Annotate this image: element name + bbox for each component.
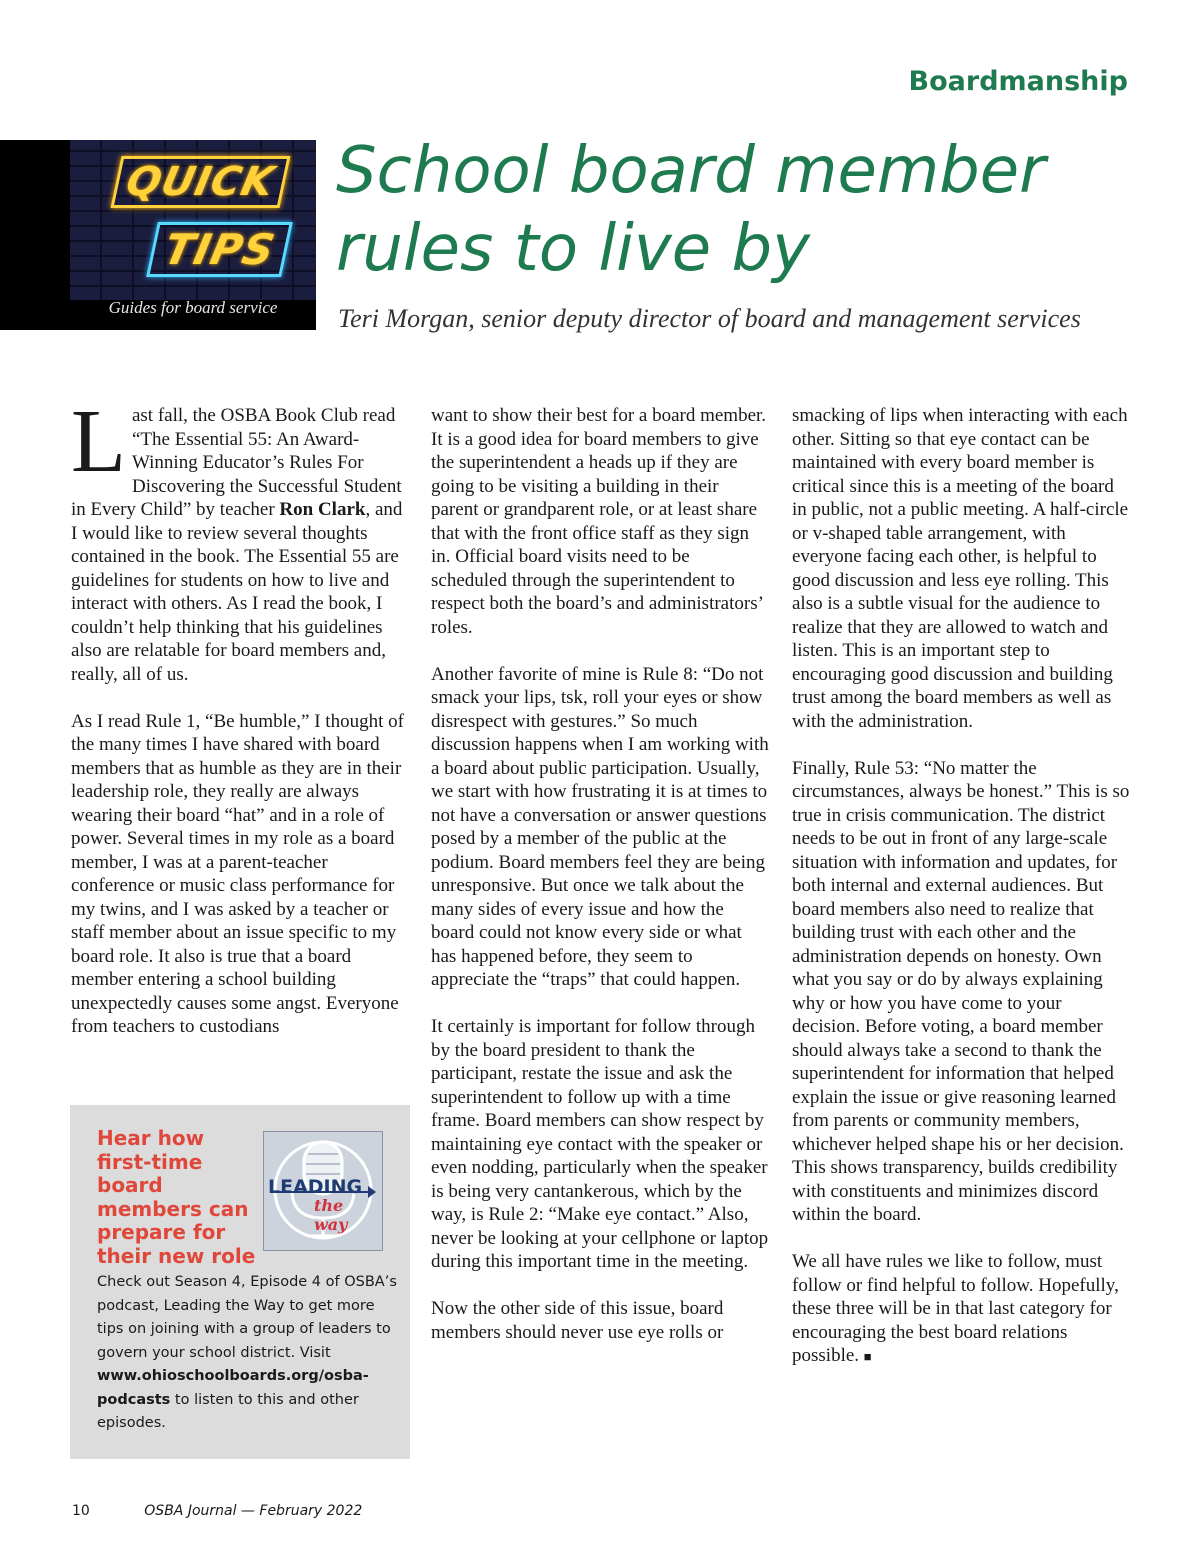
article-column-3 bbox=[792, 404, 1130, 1392]
podcast-logo bbox=[263, 1131, 383, 1251]
podcast-sidebar bbox=[70, 1105, 410, 1459]
paragraph: Now the other side of this issue, board members should never use eye rolls or bbox=[431, 1298, 724, 1343]
paragraph bbox=[792, 1250, 1130, 1369]
paragraph: As I read Rule 1, “Be humble,” I thought of the many times I have shared with board members that as humble as they are in their leadership role, they really are always wearing their board “hat” and in a role of power. Several times in my role as a board member, I was at a parent-teacher conference or music class performance for my twins, and I was asked by a teacher or staff member about an issue specific to my board role. It also is true that a board member entering a school building unexpectedly causes some angst. Everyone from teachers to custodians bbox=[71, 710, 404, 1037]
end-mark-icon: ■ bbox=[863, 1349, 872, 1364]
paragraph-text: , and I would like to review several thoughts contained in the book. The Essential 55 are guidelines for students on how to live and interact with others. As I read the book, I couldn’t help thinking that his guidelines also are relatable for board members and, really, all of us. bbox=[71, 499, 403, 685]
neon-tips-label: TIPS bbox=[146, 222, 293, 277]
sidebar-body bbox=[97, 1271, 397, 1436]
page-footer bbox=[72, 1503, 362, 1519]
badge-caption: Guides for board service bbox=[108, 298, 278, 317]
paragraph: Finally, Rule 53: “No matter the circumstances, always be honest.” This is so true in crisis communication. The district needs to be out in front of any large-scale situation with information and updates, for both internal and external audiences. But board members also need to realize that building trust with each other and the administration depends on honesty. Own what you say or do by always explaining why or how you have come to your decision. Before voting, a board member should always take a second to thank the superintendent for information that helped explain the issue or give reasoning learned from parents or community members, whichever helped shape his or her decision. This shows transparency, builds credibility with constituents and minimizes discord within the board. bbox=[792, 757, 1130, 1225]
section-label: Boardmanship bbox=[908, 66, 1128, 97]
article-byline: Teri Morgan, senior deputy director of board and management services bbox=[338, 304, 1081, 333]
sidebar-text: Check out Season 4, Episode 4 of OSBA’s podcast, Leading the Way to get more tips on joining with a group of leaders to govern your school district. Visit bbox=[97, 1274, 397, 1361]
paragraph bbox=[71, 392, 407, 686]
article-column-1 bbox=[71, 392, 407, 1062]
neon-quick-label: QUICK bbox=[110, 156, 290, 208]
page-number: 10 bbox=[72, 1503, 90, 1519]
paragraph: Another favorite of mine is Rule 8: “Do not smack your lips, tsk, roll your eyes or show disrespect with gestures.” So much discussion happens when I am working with a board about public participation. Usually, we start with how frustrating it is at times to not have a conversation or answer questions posed by a member of the public at the podium. Board members feel they are being unresponsive. But once we talk about the many sides of every issue and how the board could not know every side or what has happened before, they seem to appreciate the “traps” that could happen. bbox=[431, 663, 769, 990]
podcast-logo-title: LEADING bbox=[268, 1176, 363, 1198]
paragraph: It certainly is important for follow through by the board president to thank the participant, restate the issue and ask the superintendent to follow up with a time frame. Board members can show respect by maintaining eye contact with the speaker or even nodding, particularly when the speaker is being very cantankerous, which by the way, is Rule 2: “Make eye contact.” Also, never be looking at your cellphone or laptop during this important time in the meeting. bbox=[431, 1016, 769, 1272]
article-column-2 bbox=[431, 404, 769, 1368]
paragraph-text: ast fall, the OSBA Book Club read “The Essential 55: An Award-Winning Educator’s Rules For Discovering the Successful Student in Every Child” by teacher bbox=[71, 405, 402, 520]
quick-tips-badge bbox=[70, 140, 316, 330]
podcast-link[interactable]: www.ohioschoolboards.org/osba-podcasts bbox=[97, 1368, 369, 1408]
paragraph-text: We all have rules we like to follow, must follow or find helpful to follow. Hopefully, these three will be in that last category for encouraging the best board relations possible. bbox=[792, 1251, 1119, 1366]
publication-info: OSBA Journal — February 2022 bbox=[144, 1503, 363, 1519]
article-title: School board member rules to live by bbox=[336, 134, 1046, 286]
paragraph: smacking of lips when interacting with each other. Sitting so that eye contact can be maintained with every board member is critical since this is a meeting of the board in public, not a public meeting. A half-circle or v-shaped table arrangement, with everyone facing each other, is helpful to good discussion and less eye rolling. This also is a subtle visual for the audience to realize that they are allowed to watch and listen. This is an important step to encouraging good discussion and building trust among the board members as well as with the administration. bbox=[792, 405, 1129, 732]
author-name: Ron Clark bbox=[279, 499, 366, 520]
podcast-logo-subtitle: the way bbox=[314, 1196, 348, 1234]
decorative-bar bbox=[0, 140, 70, 330]
sidebar-heading: Hear how first-time board members can prepare for their new role bbox=[97, 1126, 256, 1268]
sidebar-text: to listen to this and other episodes. bbox=[97, 1391, 359, 1431]
drop-cap: L bbox=[71, 392, 126, 491]
paragraph: want to show their best for a board member. It is a good idea for board members to give the superintendent a heads up if they are going to be visiting a building in their parent or grandparent role, or at least share that with the front office staff as they sign in. Official board visits need to be scheduled through the superintendent to respect both the board’s and administrators’ roles. bbox=[431, 405, 767, 638]
